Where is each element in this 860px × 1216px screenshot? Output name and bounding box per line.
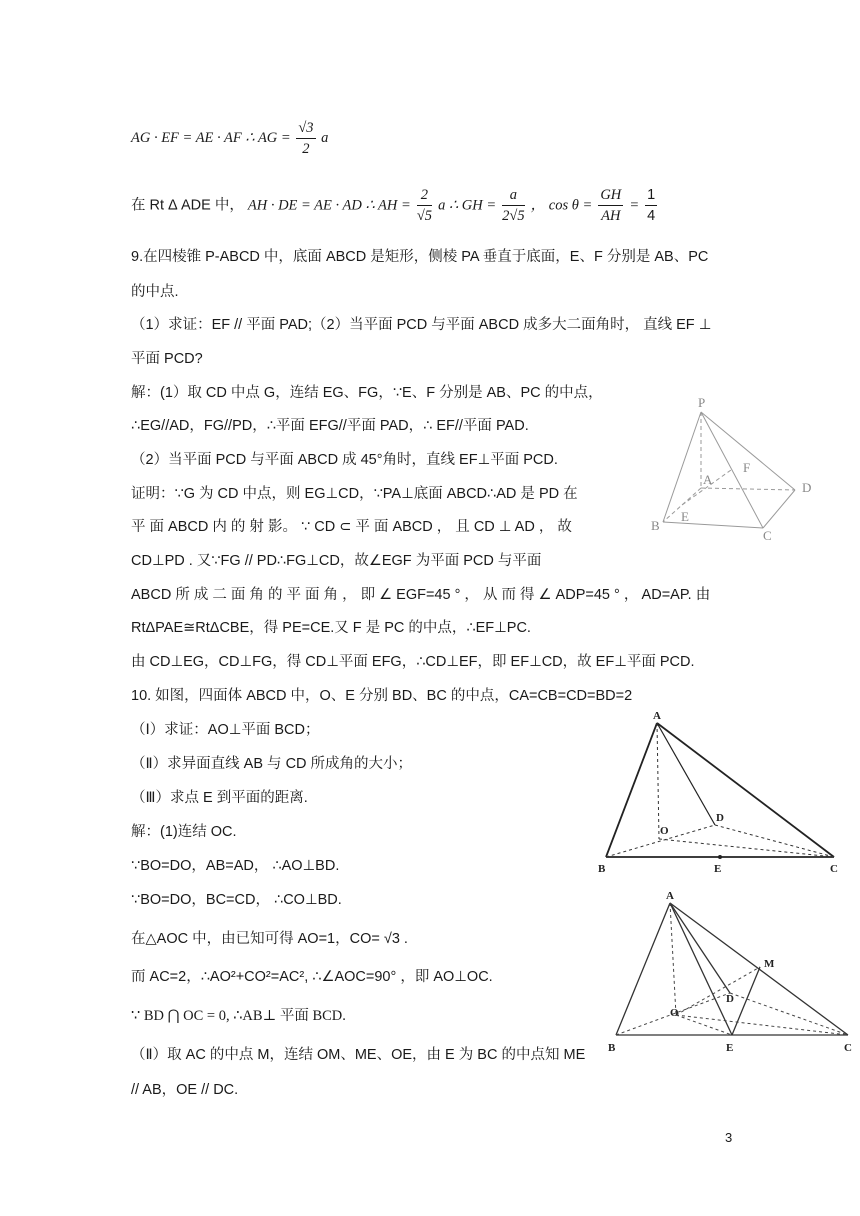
- label-d: D: [716, 812, 724, 824]
- s10-line-5: 而 AC=2，∴AO²+CO²=AC², ∴∠AOC=90° ，即 AO⊥OC.: [131, 969, 493, 985]
- s9-line-9: 由 CD⊥EG，CD⊥FG，得 CD⊥平面 EFG，∴CD⊥EF，即 EF⊥CD，故 EF⊥平面 PCD.: [131, 654, 695, 670]
- label-c: C: [763, 528, 772, 543]
- s10-line-8: // AB，OE // DC.: [131, 1082, 239, 1098]
- q10-line-1: 10. 如图，四面体 ABCD 中，O、E 分别 BD、BC 的中点，CA=CB=CD=BD=2: [131, 688, 633, 704]
- equation-ah: 在 Rt Δ ADE 中， AH · DE = AE · AD ∴ AH = $\frac{2}{√5}$ a ∴ GH = $\frac{a}{2√5}$ ， cos θ = $\frac{GH}{AH}$ = $\frac{1}{4}$: [131, 187, 656, 224]
- s10-line-1: 解：(1)连结 OC.: [131, 824, 237, 840]
- label-e: E: [681, 509, 689, 524]
- q9-line-3: （1）求证：EF // 平面 PAD;（2）当平面 PCD 与平面 ABCD 成多大二面角时， 直线 EF ⊥: [131, 317, 712, 333]
- label-c: C: [830, 863, 838, 875]
- label-b: B: [598, 863, 606, 875]
- s10-line-7: （Ⅱ）取 AC 的中点 M，连结 OM、ME、OE，由 E 为 BC 的中点知 ME: [131, 1047, 586, 1063]
- equation-ag: AG · EF = AE · AF ∴ AG = $\frac{√3}{2}$ a: [131, 120, 329, 157]
- label-a: A: [703, 472, 713, 487]
- label-f: F: [743, 460, 751, 475]
- label-m: M: [764, 958, 775, 970]
- s9-line-4: 证明：∵G 为 CD 中点，则 EG⊥CD，∵PA⊥底面 ABCD∴AD 是 PD 在: [131, 486, 578, 502]
- label-a: A: [666, 890, 674, 902]
- label-b: B: [608, 1042, 616, 1054]
- label-c: C: [844, 1042, 852, 1054]
- label-e: E: [714, 863, 722, 875]
- label-a: A: [653, 710, 661, 722]
- pyramid-figure: [645, 390, 825, 545]
- s9-line-6: CD⊥PD . 又∵FG // PD∴FG⊥CD，故∠EGF 为平面 PCD 与平面: [131, 553, 542, 569]
- s9-line-7: ABCD 所 成 二 面 角 的 平 面 角 ， 即 ∠ EGF=45 ° ， 从 而 得 ∠ ADP=45 ° ， AD=AP. 由: [131, 587, 711, 603]
- q10-line-4: （Ⅲ）求点 E 到平面的距离.: [131, 790, 308, 806]
- s9-line-8: RtΔPAE≅RtΔCBE，得 PE=CE.又 F 是 PC 的中点，∴EF⊥PC.: [131, 620, 531, 636]
- page-number: 3: [725, 1130, 733, 1145]
- label-e: E: [726, 1042, 734, 1054]
- tetrahedron-midpoint-figure: [600, 885, 858, 1060]
- s10-line-4: 在△AOC 中，由已知可得 AO=1，CO= √3 .: [131, 931, 408, 947]
- s9-line-2: ∴EG//AD，FG//PD，∴平面 EFG//平面 PAD，∴ EF//平面 PAD.: [131, 418, 529, 434]
- s10-line-3: ∵BO=DO，BC=CD， ∴CO⊥BD.: [131, 892, 342, 908]
- label-b: B: [651, 518, 660, 533]
- q9-line-1: 9.在四棱锥 P-ABCD 中，底面 ABCD 是矩形，侧棱 PA 垂直于底面，E、F 分别是 AB、PC: [131, 249, 709, 265]
- q10-line-3: （Ⅱ）求异面直线 AB 与 CD 所成角的大小；: [131, 756, 413, 772]
- q9-line-2: 的中点.: [131, 284, 179, 300]
- s10-line-2: ∵BO=DO，AB=AD， ∴AO⊥BD.: [131, 858, 340, 874]
- label-o: O: [670, 1007, 679, 1019]
- s9-line-3: （2）当平面 PCD 与平面 ABCD 成 45°角时，直线 EF⊥平面 PCD.: [131, 452, 558, 468]
- q10-line-2: （Ⅰ）求证：AO⊥平面 BCD；: [131, 722, 320, 738]
- label-o: O: [660, 825, 669, 837]
- q9-line-4: 平面 PCD?: [131, 351, 203, 367]
- label-d: D: [802, 480, 812, 495]
- tetrahedron-figure: [592, 705, 847, 880]
- s9-line-1: 解：(1）取 CD 中点 G，连结 EG、FG，∵E、F 分别是 AB、PC 的中点，: [131, 385, 603, 401]
- s9-line-5: 平 面 ABCD 内 的 射 影。 ∵ CD ⊂ 平 面 ABCD ， 且 CD ⊥ AD ， 故: [131, 519, 572, 535]
- label-d: D: [726, 993, 734, 1005]
- label-p: P: [698, 395, 706, 410]
- s10-line-6: ∵ BD ⋂ OC = 0, ∴AB⊥ 平面 BCD.: [131, 1008, 346, 1024]
